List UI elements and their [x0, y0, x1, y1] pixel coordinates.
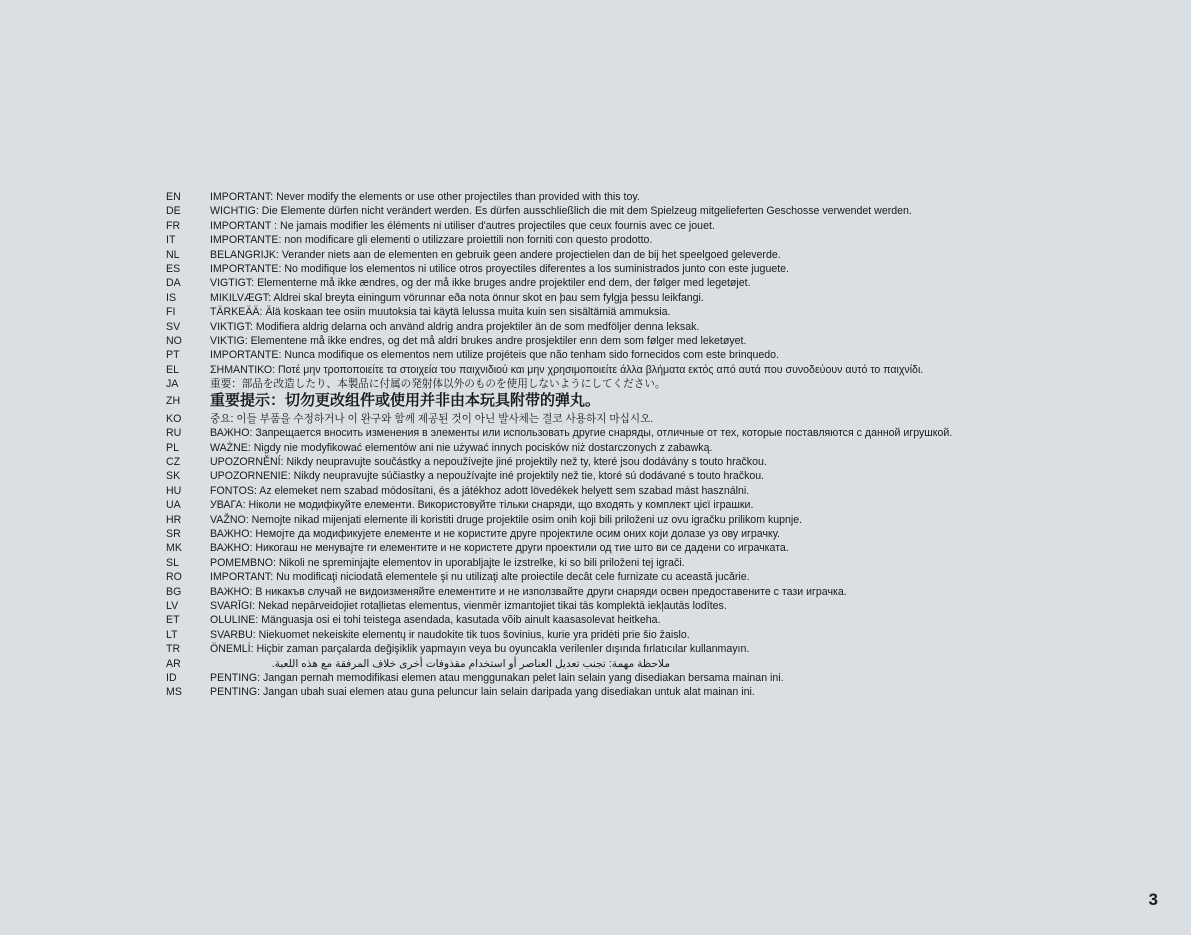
warning-row-pl: [166, 441, 1176, 455]
warning-text: WAŻNE: Nigdy nie modyfikować elementów ani nie używać innych pocisków niż dostarczonych z zabawką.: [210, 441, 713, 454]
warning-row-de: [166, 204, 1176, 218]
warning-text: IMPORTANT: Never modify the elements or use other projectiles than provided with this toy.: [210, 191, 640, 203]
warning-row-no: [166, 334, 1176, 348]
warning-text: VIGTIGT: Elementerne må ikke ændres, og der må ikke bruges andre projektiler end dem, der følger med legetøjet.: [210, 277, 751, 290]
warning-text: 重要：部品を改造したり、本製品に付属の発射体以外のものを使用しないようにしてください。: [210, 378, 666, 391]
warning-text: ΣΗΜΑΝΤΙΚΟ: Ποτέ μην τροποποιείτε τα στοιχεία του παιχνιδιού και μην χρησιμοποιείτε άλλα βλήματα εκτός από αυτά που συνοδεύουν αυτό το παιχνίδι.: [210, 363, 924, 376]
language-code: DE: [166, 205, 181, 218]
warning-text: ÖNEMLİ: Hiçbir zaman parçalarda değişiklik yapmayın veya bu oyuncakla verilenler dışında fırlatıcılar kullanmayın.: [210, 643, 750, 656]
warning-row-ro: [166, 570, 1176, 584]
language-code: CZ: [166, 455, 181, 468]
warning-text: 중요: 이들 부품을 수정하거나 이 완구와 함께 제공된 것이 아닌 발사체는 결코 사용하지 마십시오.: [210, 412, 654, 425]
warning-row-en: [166, 190, 1176, 204]
warning-row-tr: [166, 642, 1176, 656]
warning-text: PENTING: Jangan ubah suai elemen atau guna peluncur lain selain daripada yang disediakan untuk alat mainan ini.: [210, 686, 755, 699]
warning-text: IMPORTANT: Nu modificaţi niciodată elementele şi nu utilizaţi alte proiectile decât cele furnizate cu această jucărie.: [210, 571, 750, 584]
warning-row-mk: [166, 541, 1176, 555]
language-code: UA: [166, 499, 181, 512]
language-code: EL: [166, 363, 179, 376]
language-code: ZH: [166, 395, 181, 408]
language-code: KO: [166, 412, 182, 425]
language-code: RU: [166, 427, 182, 440]
warning-row-fr: [166, 219, 1176, 233]
language-code: AR: [166, 657, 181, 670]
warning-row-ar: [166, 657, 1176, 671]
warning-text: 重要提示：切勿更改组件或使用并非由本玩具附带的弹丸。: [210, 392, 601, 410]
warning-row-hr: [166, 513, 1176, 527]
language-code: HU: [166, 484, 182, 497]
language-code: IS: [166, 291, 177, 304]
language-code: DA: [166, 277, 181, 290]
language-code: SR: [166, 527, 181, 540]
warning-text: УВАГА: Ніколи не модифікуйте елементи. Використовуйте тільки снаряди, що входять у комплект цієї іграшки.: [210, 499, 754, 512]
language-code: FR: [166, 219, 181, 232]
warning-row-sl: [166, 556, 1176, 570]
warning-row-nl: [166, 248, 1176, 262]
warning-text: ВАЖНО: Немојте да модификујете елементе и не користите друге пројектиле осим оних који долазе уз ову играчку.: [210, 527, 780, 540]
warning-text: VIKTIG: Elementene må ikke endres, og det må aldri brukes andre prosjektiler enn dem som følger med leketøyet.: [210, 335, 747, 348]
language-code: LT: [166, 628, 178, 641]
warning-row-ru: [166, 426, 1176, 440]
warning-row-ja: [166, 377, 1176, 391]
language-code: JA: [166, 378, 179, 391]
warning-text: OLULINE: Mänguasja osi ei tohi teistega asendada, kasutada võib ainult kaasasolevat heitkeha.: [210, 614, 661, 627]
warning-row-zh: [166, 392, 1176, 412]
warning-row-sr: [166, 527, 1176, 541]
safety-warnings-list: [166, 190, 1176, 700]
warning-text: VIKTIGT: Modifiera aldrig delarna och använd aldrig andra projektiler än de som medföljer denna leksak.: [210, 320, 700, 333]
warning-row-sv: [166, 320, 1176, 334]
language-code: MS: [166, 686, 182, 699]
warning-text: TÄRKEÄÄ: Älä koskaan tee osiin muutoksia tai käytä lelussa muita kuin sen sisältämiä ammuksia.: [210, 306, 671, 319]
language-code: PL: [166, 441, 179, 454]
language-code: BG: [166, 585, 182, 598]
warning-text: IMPORTANTE: Nunca modifique os elementos nem utilize projéteis que não tenham sido fornecidos com este brinquedo.: [210, 349, 780, 362]
warning-row-id: [166, 671, 1176, 685]
warning-text: ВАЖНО: Запрещается вносить изменения в элементы или использовать другие снаряды, отличные от тех, которые поставляются с данной игрушкой.: [210, 427, 953, 440]
language-code: NO: [166, 335, 182, 348]
warning-row-el: [166, 363, 1176, 377]
warning-row-it: [166, 233, 1176, 247]
warning-text: FONTOS: Az elemeket nem szabad módosítani, és a játékhoz adott lövedékek helyett sem szabad mást használni.: [210, 484, 750, 497]
language-code: TR: [166, 643, 181, 656]
warning-row-is: [166, 291, 1176, 305]
warning-text: VAŽNO: Nemojte nikad mijenjati elemente ili koristiti druge projektile osim onih koji bili priloženi uz ovu igračku prilikom kupnje.: [210, 513, 803, 526]
warning-row-es: [166, 262, 1176, 276]
language-code: SL: [166, 556, 179, 569]
warning-row-ms: [166, 685, 1176, 699]
warning-text: ملاحظة مهمة: تجنب تعديل العناصر أو استخدام مقذوفات أخرى خلاف المرفقة مع هذه اللعبة.: [271, 657, 670, 670]
page-number: 3: [1148, 890, 1158, 909]
language-code: SK: [166, 470, 181, 483]
warning-text: MIKILVÆGT: Aldrei skal breyta einingum vörunnar eða nota önnur skot en þau sem fylgja þessu leikfangi.: [210, 291, 704, 304]
language-code: IT: [166, 234, 176, 247]
warning-text: UPOZORNENIE: Nikdy neupravujte súčiastky a nepoužívajte iné projektily než tie, ktoré sú dodávané s touto hračkou.: [210, 470, 765, 483]
warning-row-hu: [166, 484, 1176, 498]
warning-row-cz: [166, 455, 1176, 469]
language-code: NL: [166, 248, 180, 261]
warning-row-ua: [166, 498, 1176, 512]
warning-row-et: [166, 613, 1176, 627]
warning-text: BELANGRIJK: Verander niets aan de elementen en gebruik geen andere projectielen dan de bij het speelgoed geleverde.: [210, 248, 781, 261]
warning-text: IMPORTANTE: non modificare gli elementi o utilizzare proiettili non forniti con questo prodotto.: [210, 234, 653, 247]
warning-row-sk: [166, 469, 1176, 483]
language-code: ID: [166, 672, 177, 684]
warning-text: POMEMBNO: Nikoli ne spreminjajte elementov in uporabljajte le izstrelke, ki so bili priloženi tej igrači.: [210, 556, 685, 569]
warning-text: SVARBU: Niekuomet nekeiskite elementų ir naudokite tik tuos šovinius, kurie yra pridėti prie šio žaislo.: [210, 628, 690, 641]
language-code: SV: [166, 320, 181, 333]
language-code: HR: [166, 513, 182, 526]
warning-text: UPOZORNĚNÍ: Nikdy neupravujte součástky a nepoužívejte jiné projektily než ty, které jsou dodávány s touto hračkou.: [210, 455, 767, 468]
language-code: RO: [166, 571, 182, 584]
warning-text: IMPORTANTE: No modifique los elementos ni utilice otros proyectiles diferentes a los suministrados junto con este juguete.: [210, 263, 790, 276]
language-code: PT: [166, 349, 180, 362]
warning-row-lt: [166, 628, 1176, 642]
warning-text: IMPORTANT : Ne jamais modifier les éléments ni utiliser d'autres projectiles que ceux fournis avec ce jouet.: [210, 219, 715, 232]
warning-row-pt: [166, 348, 1176, 362]
warning-row-ko: [166, 412, 1176, 426]
language-code: MK: [166, 542, 182, 555]
warning-row-fi: [166, 305, 1176, 319]
warning-text: SVARĪGI: Nekad nepārveidojiet rotaļlietas elementus, vienmēr izmantojiet tikai tās komplektā iekļautās lodītes.: [210, 599, 727, 612]
language-code: EN: [166, 191, 181, 203]
language-code: LV: [166, 599, 179, 612]
language-code: FI: [166, 306, 176, 319]
warning-row-lv: [166, 599, 1176, 613]
warning-row-da: [166, 276, 1176, 290]
warning-row-bg: [166, 585, 1176, 599]
language-code: ES: [166, 263, 181, 276]
language-code: ET: [166, 614, 180, 627]
warning-text: PENTING: Jangan pernah memodifikasi elemen atau menggunakan pelet lain selain yang disediakan bersama mainan ini.: [210, 672, 784, 684]
warning-text: ВАЖНО: Никогаш не менувајте ги елементите и не користете други проектили од тие што ви се дадени со играчката.: [210, 542, 789, 555]
warning-text: ВАЖНО: В никакъв случай не видоизменяйте елементите и не използвайте други снаряди освен предоставените с тази играчка.: [210, 585, 847, 598]
warning-text: WICHTIG: Die Elemente dürfen nicht verändert werden. Es dürfen ausschließlich die mit dem Spielzeug mitgelieferten Geschosse verwendet werden.: [210, 205, 912, 218]
